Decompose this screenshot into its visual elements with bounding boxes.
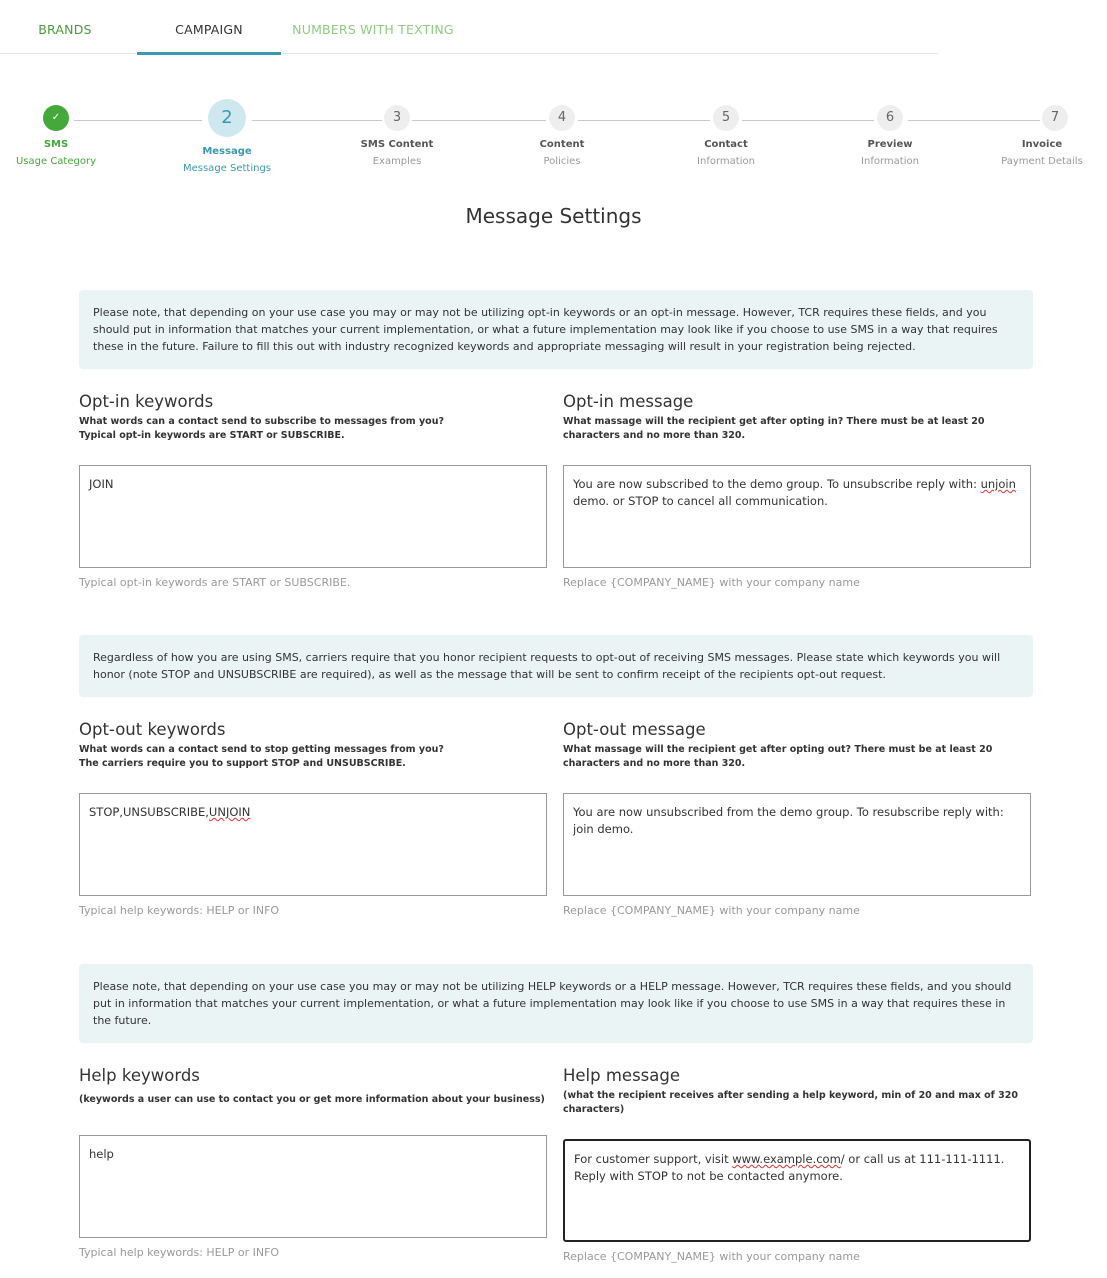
step-4-title: Content	[539, 139, 585, 150]
tab-numbers-with-texting[interactable]: NUMBERS WITH TEXTING	[292, 22, 454, 37]
step-2-title: Message	[202, 146, 252, 157]
step-connector	[742, 120, 874, 121]
optin-keywords-label: Opt-in keywords	[79, 392, 214, 411]
spellcheck-word: UNJOIN	[208, 805, 251, 819]
step-7-circle[interactable]: 7	[1042, 105, 1068, 131]
help-keywords-input[interactable]: help	[79, 1135, 547, 1238]
help-message-hint: Replace {COMPANY_NAME} with your company name	[563, 1250, 860, 1263]
step-1-title: SMS	[43, 139, 69, 150]
optin-keywords-help-line: Typical opt-in keywords are START or SUBSCRIBE.	[79, 430, 345, 441]
step-3-title: SMS Content	[360, 139, 434, 150]
help-info-note: Please note, that depending on your use case you may or may not be utilizing HELP keywords or a HELP message. However, TCR requires these fields, and you should put in information that matches your current implementation, or what a future implementation may look like if you choose to use SMS in a way that requires these in the future.	[79, 964, 1033, 1043]
step-7-subtitle: Payment Details	[1001, 156, 1083, 167]
optout-keywords-help-line: The carriers require you to support STOP and UNSUBSCRIBE.	[79, 758, 406, 769]
step-connector	[908, 120, 1040, 121]
optin-message-help: What massage will the recipient get after opting in? There must be at least 20 characters and no more than 320.	[563, 416, 985, 441]
optout-message-textarea[interactable]: You are now unsubscribed from the demo group. To resubscribe reply with: join demo.	[563, 793, 1031, 896]
optout-keywords-text: STOP,UNSUBSCRIBE,	[89, 805, 209, 819]
optin-keywords-hint: Typical opt-in keywords are START or SUBSCRIBE.	[79, 576, 351, 589]
help-keywords-help: (keywords a user can use to contact you or get more information about your business)	[79, 1094, 545, 1105]
step-5-subtitle: Information	[697, 156, 755, 167]
help-keywords-label: Help keywords	[79, 1066, 200, 1085]
step-6-circle[interactable]: 6	[877, 105, 903, 131]
optin-keywords-help	[79, 415, 549, 443]
step-3-circle[interactable]: 3	[384, 105, 410, 131]
step-connector	[578, 120, 710, 121]
optin-message-textarea[interactable]	[563, 465, 1031, 568]
optin-keywords-input[interactable]: JOIN	[79, 465, 547, 568]
optin-message-text: demo. or STOP to cancel all communication.	[573, 494, 828, 508]
spellcheck-word: unjoin	[980, 477, 1016, 491]
step-connector	[74, 120, 202, 121]
step-5-title: Contact	[704, 139, 748, 150]
optout-message-hint: Replace {COMPANY_NAME} with your company name	[563, 904, 860, 917]
step-5-circle[interactable]: 5	[713, 105, 739, 131]
help-keywords-hint: Typical help keywords: HELP or INFO	[79, 1246, 280, 1259]
optin-message-text: You are now subscribed to the demo group. To unsubscribe reply with:	[573, 477, 981, 491]
optin-info-note: Please note, that depending on your use case you may or may not be utilizing opt-in keywords or an opt-in message. However, TCR requires these fields, and you should put in information that matches your current implementation, or what a future implementation may look like if you choose to use SMS in a way that requires these in the future. Failure to fill this out with industry recognized keywords and appropriate messaging will result in your registration being rejected.	[79, 290, 1033, 369]
step-connector	[412, 120, 546, 121]
optin-message-label: Opt-in message	[563, 392, 694, 411]
step-6-title: Preview	[867, 139, 913, 150]
optin-keywords-help-line: What words can a contact send to subscribe to messages from you?	[79, 416, 444, 427]
step-2-subtitle: Message Settings	[182, 163, 272, 174]
tab-campaign[interactable]: CAMPAIGN	[137, 0, 281, 55]
step-7-title: Invoice	[1021, 139, 1063, 150]
step-2-circle[interactable]: 2	[208, 99, 246, 137]
optout-message-label: Opt-out message	[563, 720, 706, 739]
optout-keywords-help	[79, 743, 549, 771]
optout-keywords-input[interactable]	[79, 793, 547, 896]
page-title: Message Settings	[465, 204, 642, 228]
step-connector	[252, 120, 382, 121]
spellcheck-word: www.example.com	[732, 1152, 841, 1166]
help-message-label: Help message	[563, 1066, 681, 1085]
step-3-subtitle: Examples	[372, 156, 422, 167]
step-4-circle[interactable]: 4	[549, 105, 575, 131]
tab-brands[interactable]: BRANDS	[38, 22, 92, 37]
help-message-text: For customer support, visit	[574, 1152, 733, 1166]
step-4-subtitle: Policies	[543, 156, 581, 167]
step-6-subtitle: Information	[861, 156, 919, 167]
optout-info-note: Regardless of how you are using SMS, carriers require that you honor recipient requests to opt-out of receiving SMS messages. Please state which keywords you will honor (note STOP and UNSUBSCRIBE are required), as well as the message that will be sent to confirm receipt of the recipients opt-out request.	[79, 635, 1033, 697]
help-message-text: / or call us at 111-111-1111. Reply with STOP to not be contacted anymore.	[574, 1152, 1005, 1183]
help-message-textarea[interactable]	[563, 1139, 1031, 1242]
step-1-subtitle: Usage Category	[15, 156, 96, 167]
optout-keywords-label: Opt-out keywords	[79, 720, 226, 739]
help-message-help: (what the recipient receives after sending a help keyword, min of 20 and max of 320 characters)	[563, 1090, 1018, 1115]
optin-message-hint: Replace {COMPANY_NAME} with your company name	[563, 576, 860, 589]
campaign-tabs	[0, 0, 938, 54]
step-1-check-icon[interactable]: ✓	[43, 105, 69, 131]
optout-keywords-hint: Typical help keywords: HELP or INFO	[79, 904, 280, 917]
optout-keywords-help-line: What words can a contact send to stop getting messages from you?	[79, 744, 444, 755]
optout-message-help: What massage will the recipient get after opting out? There must be at least 20 characters and no more than 320.	[563, 744, 993, 769]
